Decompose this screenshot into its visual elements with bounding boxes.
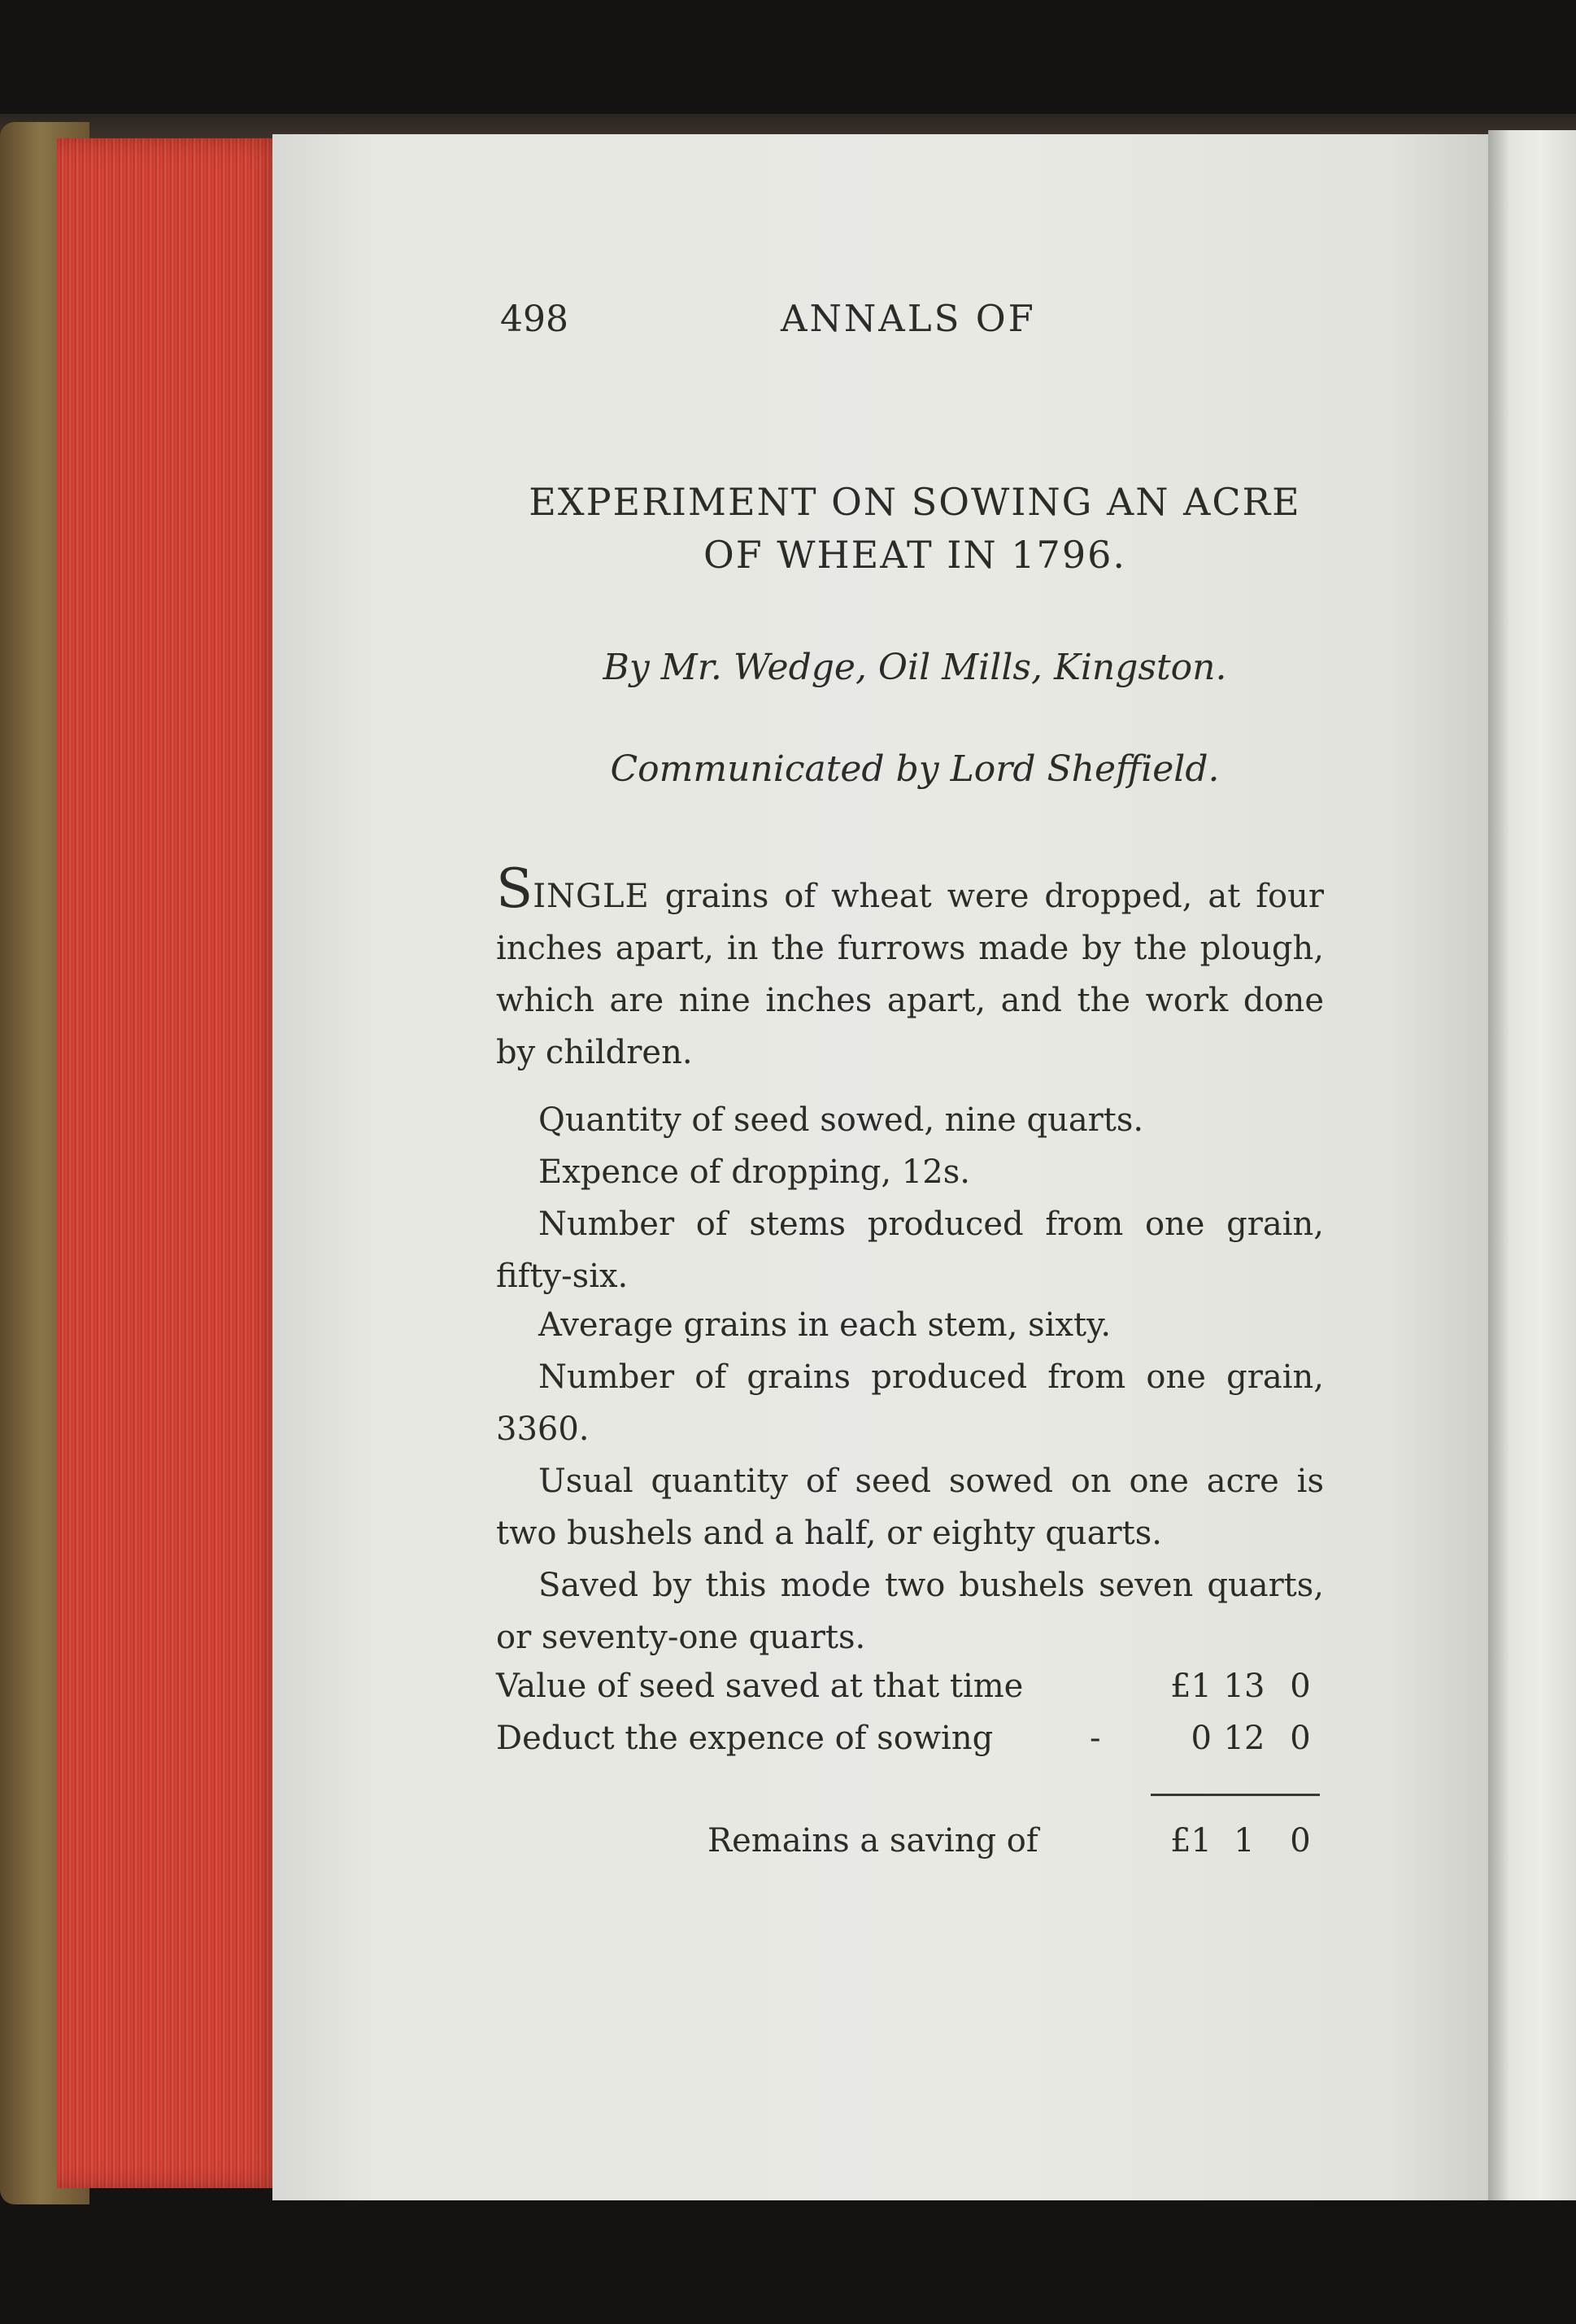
running-head: ANNALS OF xyxy=(781,297,1036,340)
facing-page-edge xyxy=(1488,130,1576,2200)
account-pounds: £1 xyxy=(1170,1668,1212,1705)
account-total-pounds: £1 xyxy=(1170,1822,1212,1860)
account-total-pence: 0 xyxy=(1290,1822,1311,1860)
communicated-by: Communicated by Lord Sheffield. xyxy=(610,748,1220,790)
account-pence: 0 xyxy=(1290,1720,1311,1757)
article-title-line-1: EXPERIMENT ON SOWING AN ACRE xyxy=(529,480,1301,524)
account-shillings: 12 xyxy=(1223,1720,1265,1757)
account-pounds: 0 xyxy=(1191,1720,1212,1757)
paragraph-average: Average grains in each stem, sixty. xyxy=(538,1306,1112,1344)
paragraph-expence: Expence of dropping, 12s. xyxy=(538,1153,970,1191)
small-caps-word: INGLE xyxy=(533,878,650,915)
paragraph-stems: Number of stems produced from one grain, fifty-six. xyxy=(496,1206,1324,1295)
account-shillings: 13 xyxy=(1223,1668,1265,1705)
byline: By Mr. Wedge, Oil Mills, Kingston. xyxy=(603,647,1227,688)
paragraph-quantity: Quantity of seed sowed, nine quarts. xyxy=(538,1101,1144,1139)
account-label: Deduct the expence of sowing xyxy=(496,1720,994,1757)
paragraph-grains: Number of grains produced from one grain, 3360. xyxy=(496,1358,1324,1448)
drop-cap: S xyxy=(496,857,533,920)
paragraph-usual: Usual quantity of seed sowed on one acre is two bushels and a half, or eighty quarts. xyxy=(496,1463,1324,1552)
article-title-line-2: OF WHEAT IN 1796. xyxy=(703,533,1126,577)
page-edges xyxy=(57,138,289,2188)
account-pence: 0 xyxy=(1290,1668,1311,1705)
account-total-label: Remains a saving of xyxy=(707,1822,1038,1860)
page-number: 498 xyxy=(500,299,568,340)
paragraph-single-grains xyxy=(496,857,1324,1079)
account-total-shillings: 1 xyxy=(1234,1822,1255,1860)
paragraph-text: grains of wheat were dropped, at four inches apart, in the furrows made by the plough, which are nine inches apart, and the work done by children. xyxy=(496,878,1324,1071)
account-dash: - xyxy=(1090,1720,1101,1757)
paragraph-saved: Saved by this mode two bushels seven quarts, or seventy-one quarts. xyxy=(496,1567,1324,1656)
account-label: Value of seed saved at that time xyxy=(496,1668,1024,1705)
sum-rule xyxy=(1151,1794,1320,1796)
